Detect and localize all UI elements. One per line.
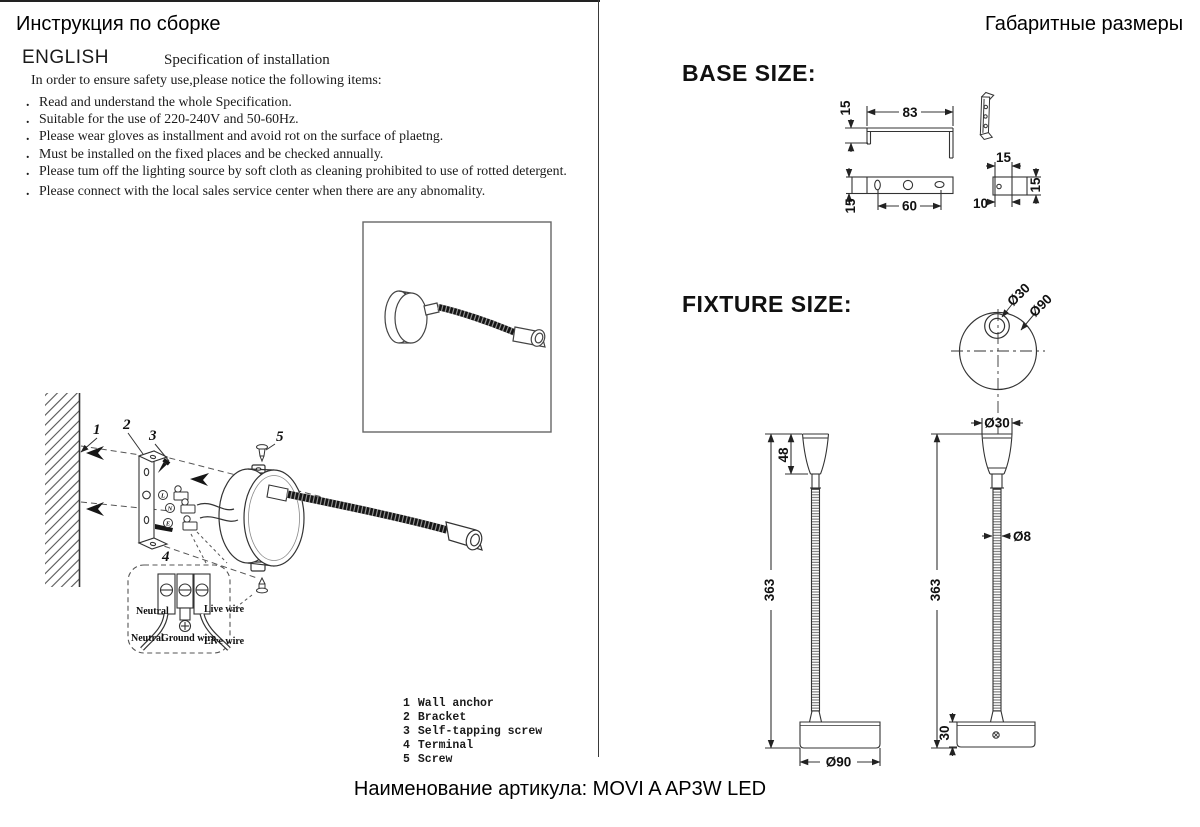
dim-top-outer: Ø90 [1026,291,1055,320]
bullet: . [26,162,30,178]
dim-head-dia: Ø30 [984,415,1010,431]
list-item-text: Please tum off the lighting source by soft cloth as cleaning prohibited to use of rotted detergent. [39,162,567,178]
article-name: Наименование артикула: MOVI A AP3W LED [353,778,767,800]
terminal-detail-box [128,565,245,653]
bullet: . [26,182,30,198]
bullet: . [26,128,30,144]
part-name: Wall anchor [417,697,494,710]
dim-hole-offset: 10 [972,196,988,211]
dim-end-width: 15 [995,150,1012,165]
mounting-screw-top-icon [257,445,268,461]
part-name: Self-tapping screw [417,724,543,738]
list-item-text: Please wear gloves as installment and avoid rot on the surface of plaetng. [39,128,444,144]
callout-1: 1 [93,422,101,438]
fixture-side-view [765,434,880,766]
callout-leaders [81,433,275,461]
dim-base-height: 30 [937,725,952,741]
list-item-text: Read and understand the whole Specification. [39,94,292,109]
dim-base-width: 83 [902,105,918,120]
callout-2: 2 [123,417,131,433]
part-number: 4 [403,738,410,752]
part-number: 1 [403,697,410,710]
dim-tube-dia: Ø8 [1013,529,1032,544]
dim-head-height: 48 [776,447,791,463]
label-live-top: Live wire [204,604,245,615]
mounting-screw-bottom-icon [257,578,268,593]
bullet: . [26,145,30,161]
dim-base-side-height: 15 [838,100,853,116]
neutral-symbol: N [167,505,173,513]
label-neutral-bottom: Neutral [131,633,164,644]
callout-4: 4 [162,549,170,565]
fixture-front-view [931,415,1035,756]
dim-side-base-dia: Ø90 [825,754,852,770]
part-name: Bracket [417,710,467,724]
label-neutral-top: Neutral [136,606,169,617]
fixture-size-title: FIXTURE SIZE: [682,291,853,317]
language-heading: ENGLISH [22,47,109,68]
bullet: . [26,94,30,109]
base-end-view-top [980,92,994,139]
part-number: 2 [403,710,410,724]
bullet: . [26,111,30,127]
dimension-drawings [600,0,1200,790]
callout-5: 5 [276,429,284,445]
page-title-right: Габаритные размеры [985,13,1184,35]
spec-heading: Specification of installation [164,52,330,68]
product-image-box [363,222,551,432]
dim-base-front-height: 15 [843,198,858,214]
dim-hole-spacing: 60 [901,198,918,214]
part-name: Terminal [417,738,474,752]
page-title-left: Инструкция по сборке [16,13,221,35]
part-name: Screw [417,752,453,766]
label-ground-bottom: Ground wire [161,633,216,644]
list-item-text: Please connect with the local sales service center when there are any abnomality. [39,182,486,198]
dim-side-total-height: 363 [762,578,777,602]
earth-symbol: E [165,520,171,528]
list-item-text: Suitable for the use of 220-240V and 50-60Hz. [39,111,299,127]
installation-diagram [0,0,600,790]
intro-line: In order to ensure safety use,please notice the following items: [31,73,382,88]
lamp-head [446,522,484,552]
live-symbol: L [161,492,165,500]
bracket [139,451,173,549]
dim-front-total-height: 363 [928,578,943,602]
base-size-title: BASE SIZE: [682,60,817,86]
part-number: 5 [403,752,410,766]
part-number: 3 [403,724,410,738]
lamp-body [219,465,304,571]
dim-top-inner: Ø30 [1004,280,1033,309]
list-item-text: Must be installed on the fixed places and be checked annually. [39,145,384,161]
fixture-top-view [951,303,1045,434]
label-live-bottom: Live wire [204,636,245,647]
callout-3: 3 [149,428,157,444]
product-illustration [385,291,547,348]
dim-end-height: 15 [1028,177,1043,193]
wall [45,393,80,587]
